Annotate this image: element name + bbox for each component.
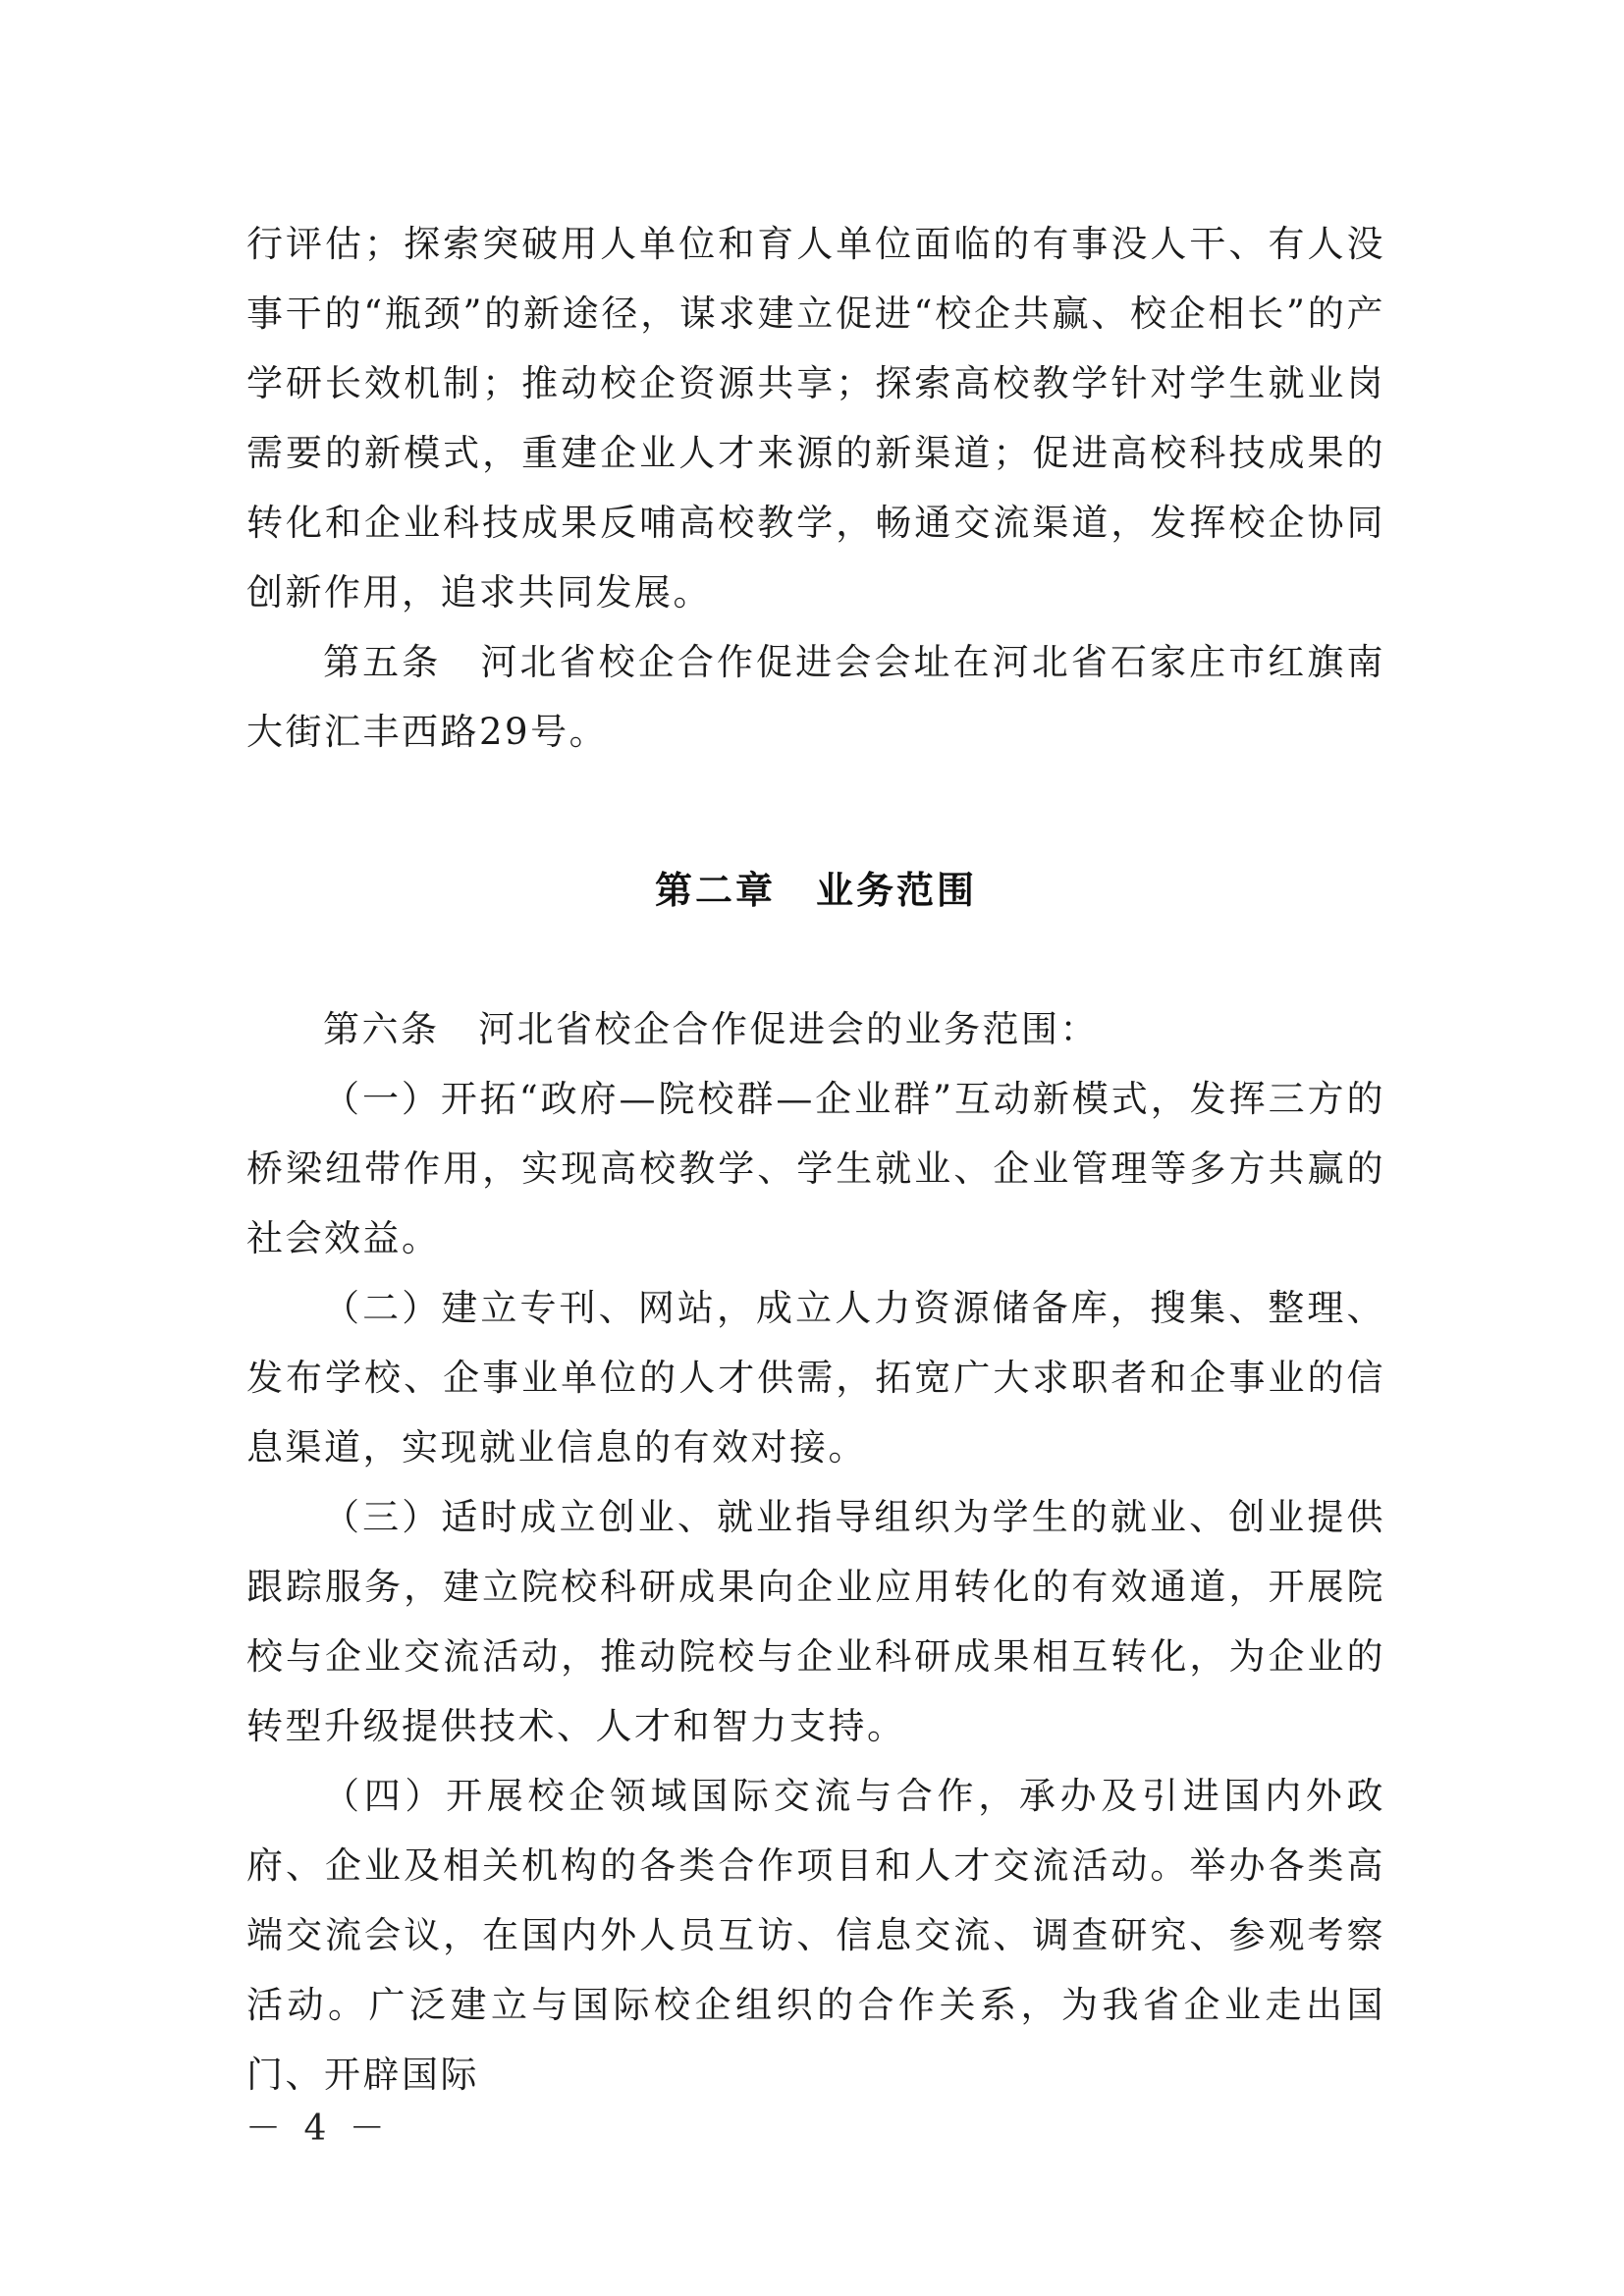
chapter-heading: 第二章 业务范围 (654, 869, 977, 912)
scope-item-3: （三）适时成立创业、就业指导组织为学生的就业、创业提供跟踪服务，建立院校科研成果向企业应用转化的有效通道，开展院校与企业交流活动，推动院校与企业科研成果相互转化，为企业的转型升级提供技术、人才和智力支持。 (246, 1496, 1385, 1747)
page-number: － 4 － (245, 2109, 391, 2149)
article-5-paragraph: 第五条 河北省校企合作促进会会址在河北省石家庄市红旗南大街汇丰西路29号。 (246, 641, 1385, 753)
article-6-paragraph: 第六条 河北省校企合作促进会的业务范围： (323, 1008, 1099, 1050)
scope-item-4: （四）开展校企领域国际交流与合作，承办及引进国内外政府、企业及相关机构的各类合作项目和人才交流活动。举办各类高端交流会议，在国内外人员互访、信息交流、调查研究、参观考察活动。广泛建立与国际校企组织的合作关系，为我省企业走出国门、开辟国际 (246, 1775, 1385, 2096)
lower-text-block (246, 994, 1385, 2109)
scope-item-1: （一）开拓“政府—院校群—企业群”互动新模式，发挥三方的桥梁纽带作用，实现高校教学、学生就业、企业管理等多方共赢的社会效益。 (246, 1078, 1385, 1259)
scope-item-2: （二）建立专刊、网站，成立人力资源储备库，搜集、整理、发布学校、企事业单位的人才供需，拓宽广大求职者和企事业的信息渠道，实现就业信息的有效对接。 (246, 1287, 1385, 1468)
upper-text-block (246, 209, 1385, 767)
intro-paragraph: 行评估；探索突破用人单位和育人单位面临的有事没人干、有人没事干的“瓶颈”的新途径，谋求建立促进“校企共赢、校企相长”的产学研长效机制；推动校企资源共享；探索高校教学针对学生就业岗需要的新模式，重建企业人才来源的新渠道；促进高校科技成果的转化和企业科技成果反哺高校教学，畅通交流渠道，发挥校企协同创新作用，追求共同发展。 (246, 223, 1385, 614)
